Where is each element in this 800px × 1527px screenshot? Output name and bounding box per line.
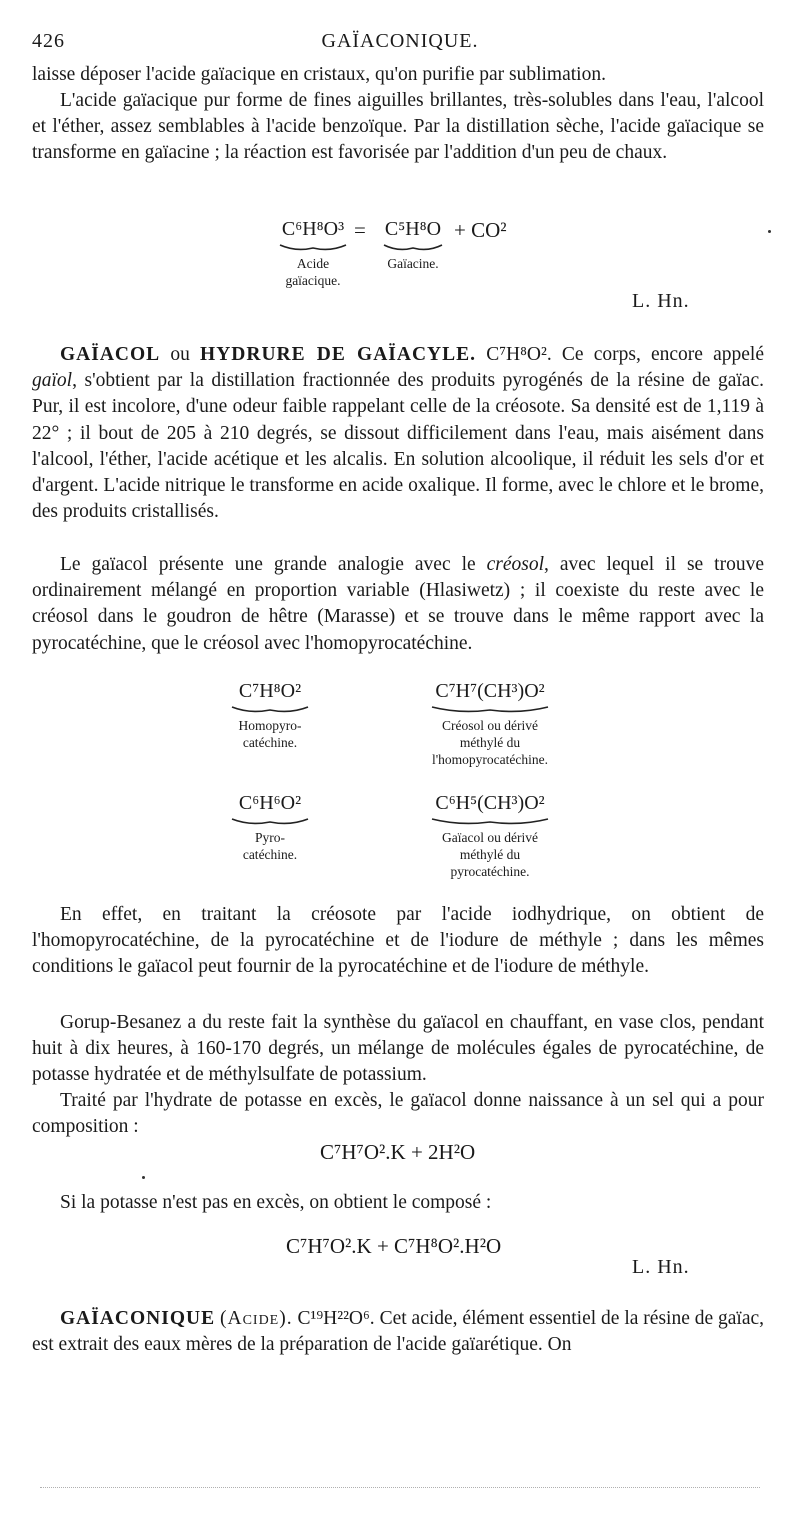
paragraph-7: Traité par l'hydrate de potasse en excès, le gaïacol donne naissance à un sel qui a pour composition : (32, 1090, 764, 1138)
gaiaconique-entry (32, 1306, 764, 1358)
underbrace-icon (230, 705, 310, 715)
paragraph-8: Si la potasse n'est pas en excès, on obtient le composé : (60, 1192, 492, 1213)
running-title: GAÏACONIQUE. (321, 30, 479, 52)
creosol-caption: Créosol ou dérivé méthylé du l'homopyrocatéchine. (431, 718, 548, 767)
para4-text-2: , avec lequel il se trouve ordinairement mélangé en proportion variable (Hlasiwetz) ; il coexiste du reste avec le créosol dans le goudron de hêtre (Marasse) et se trouve dans le même rapport avec la pyrocatéchine, que le créosol avec l'homopyrocatéchine. (32, 554, 764, 654)
gaiacol-heading-2: HYDRURE DE GAÏACYLE. (200, 344, 477, 365)
reaction1-mid-formula: C⁵H⁸O (384, 218, 442, 240)
formula-2: C⁷H⁷O².K + 2H²O (320, 1140, 476, 1164)
formula-3: C⁷H⁷O².K + C⁷H⁸O².H²O (286, 1234, 502, 1258)
gaiacol-text-2: , s'obtient par la distillation fractionnée des produits pyrogénés de la résine de gaïac. Pur, il est incolore, d'une odeur faible rappelant celle de la créosote. Sa densité est de 1,119 à 22° ; il bout de 205 à 210 degrés, se dissout difficilement dans l'eau, mais aisément dans l'alcool, l'éther, l'acide acétique et les alcalis. En solution alcoolique, il réduit les sels d'or et d'argent. L'acide nitrique le transforme en acide oxalique. Il forme, avec le chlore et le brome, des produits cristallisés. (32, 370, 764, 523)
underbrace-icon (382, 243, 444, 253)
homopyrocatechine-block (210, 680, 330, 751)
pyrocatechine-block (210, 792, 330, 863)
reaction1-left-caption: Acide gaïacique. (285, 256, 341, 288)
signature-1: L. Hn. (632, 290, 690, 312)
pyrocatechine-formula: C⁶H⁶O² (238, 792, 302, 814)
reaction1-left-formula: C⁶H⁸O³ (281, 218, 345, 240)
reaction1-co2: + CO² (454, 218, 507, 242)
gaiacol-ou: ou (170, 344, 190, 365)
ink-dot (768, 230, 771, 233)
para4-text-1: Le gaïacol présente une grande analogie avec le (60, 554, 476, 575)
underbrace-icon (230, 817, 310, 827)
homopyrocatechine-caption: Homopyro-catéchine. (238, 718, 302, 750)
paragraph-1: laisse déposer l'acide gaïacique en cristaux, qu'on purifie par sublimation. (32, 64, 606, 85)
creosol-formula: C⁷H⁷(CH³)O² (435, 680, 545, 702)
creosol-block (410, 680, 570, 768)
ink-dot (142, 1176, 145, 1179)
page-header (32, 30, 768, 54)
gaiacol-formula: C⁷H⁸O². (486, 344, 552, 365)
creosol-term: créosol (486, 554, 545, 575)
gaiacol-derivative-formula: C⁶H⁵(CH³)O² (435, 792, 545, 814)
signature-2: L. Hn. (632, 1256, 690, 1278)
gaiol-term: gaïol (32, 370, 73, 392)
gaiaconique-acide: (Acide). (220, 1308, 293, 1329)
bottom-rule (40, 1487, 760, 1490)
underbrace-icon (430, 705, 550, 715)
reaction1-equals: = (354, 218, 366, 242)
gaiaconique-heading: GAÏACONIQUE (60, 1308, 216, 1329)
paragraph-4 (32, 552, 764, 657)
gaiacol-heading: GAÏACOL (60, 344, 161, 365)
gaiacol-entry (32, 342, 764, 525)
reaction1-mid-caption: Gaïacine. (387, 256, 439, 271)
paragraph-2: L'acide gaïacique pur forme de fines aiguilles brillantes, très-solubles dans l'eau, l'alcool et l'éther, assez semblables à l'acide benzoïque. Par la distillation sèche, l'acide gaïacique se transforme en gaïacine ; la réaction est favorisée par l'addition d'un peu de chaux. (32, 90, 764, 164)
homopyrocatechine-formula: C⁷H⁸O² (238, 680, 302, 702)
pyrocatechine-caption: Pyro-catéchine. (242, 830, 298, 862)
gaiacol-derivative-caption: Gaïacol ou dérivé méthylé du pyrocatéchine. (442, 830, 538, 879)
paragraph-5: En effet, en traitant la créosote par l'acide iodhydrique, on obtient de l'homopyrocatéchine, de la pyrocatéchine et de l'iodure de méthyle ; dans les mêmes conditions le gaïacol peut fournir de la pyrocatéchine et de l'iodure de méthyle. (32, 904, 764, 978)
gaiaconique-formula: C¹⁹H²²O⁶. (297, 1308, 375, 1329)
page-number: 426 (32, 30, 65, 52)
gaiaconique-text: Cet acide, élément essentiel de la résine de gaïac, est extrait des eaux mères de la préparation de l'acide gaïarétique. On (32, 1308, 765, 1356)
paragraph-6: Gorup-Besanez a du reste fait la synthèse du gaïacol en chauffant, en vase clos, pendant huit à dix heures, à 160-170 degrés, un mélange de molécules égales de pyrocatéchine, de potasse hydratée et de méthylsulfate de potassium. (32, 1012, 764, 1086)
gaiacol-derivative-block (410, 792, 570, 880)
gaiacol-text-1: Ce corps, encore appelé (561, 344, 765, 365)
underbrace-icon (278, 243, 348, 253)
reaction1-mid (376, 218, 450, 272)
underbrace-icon (430, 817, 550, 827)
reaction1-left (268, 218, 358, 289)
